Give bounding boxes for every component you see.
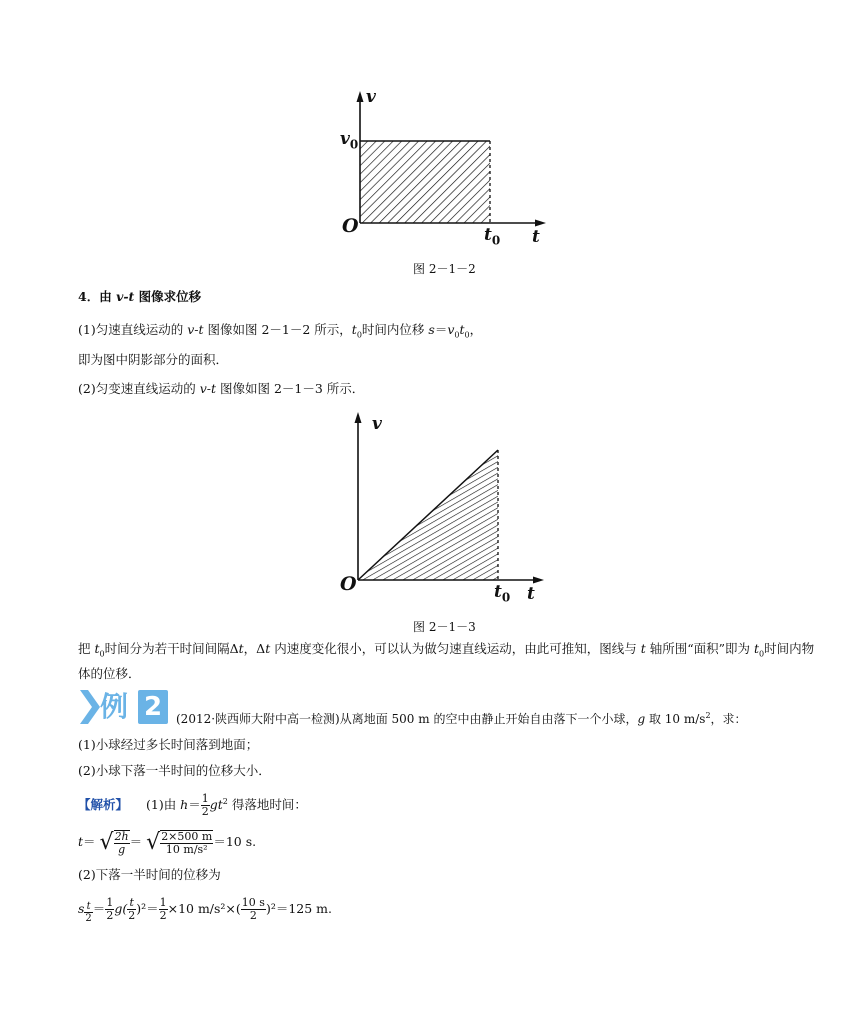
v-axis-label: v (372, 414, 382, 434)
t-axis-label: t (527, 584, 535, 604)
example-char: 例 (100, 690, 129, 723)
section-heading: 4．由 v-t 图像求位移 (78, 289, 202, 304)
figure-2-1-2 (330, 85, 560, 250)
paragraph-accelerated: (2)匀变速直线运动的 v-t 图像如图 2－1－3 所示． (78, 381, 365, 396)
t0-label: $t_0$ (494, 582, 511, 605)
shaded-area (360, 141, 490, 223)
question-1: (1)小球经过多长时间落到地面； (78, 737, 259, 752)
v-axis-arrow (355, 412, 362, 423)
vt-graph-uniform (330, 85, 560, 250)
example-badge (80, 690, 170, 724)
solution-step-2: (2)下落一半时间的位移为 (78, 867, 221, 882)
arrow-icon (80, 690, 100, 724)
solution-formula-displacement: s $\frac{t}{2}$ ＝ $\frac{1}{2}$ g( $\frac{t}{2}$ )²＝ $\frac{1}{2}$ ×10 m/s²×( $\frac{10 s}{2}$ )²＝125 m. (78, 896, 332, 924)
example-problem: (2012·陕西师大附中高一检测)从离地面 500 m 的空中由静止开始自由落下一个小球，g 取 10 $m/s^2$，求： (176, 711, 747, 726)
solution-formula-time: t＝ √ $\frac{2h}{g}$ ＝ √ $\frac{2\times 500 m}{\text{10 m/s²}}$ ＝10 s. (78, 829, 257, 856)
origin-label: O (342, 215, 359, 237)
t-axis-label: t (532, 227, 540, 247)
vt-graph-accelerated (330, 408, 560, 608)
v-axis-arrow (357, 91, 364, 102)
paragraph-uniform-cont: 即为图中阴影部分的面积． (78, 352, 229, 367)
example-number: 2 (138, 690, 168, 724)
t-axis-arrow (535, 220, 546, 227)
figure-2-1-3 (330, 408, 560, 608)
v-axis-label: v (366, 87, 376, 107)
paragraph-explanation: 把 $t_0$时间分为若干时间间隔Δt，Δt 内速度变化很小，可以认为做匀速直线运动，由此可推知，图线与 t 轴所围“面积”即为 $t_0$时间内物 (78, 641, 815, 659)
solution-tag: 【解析】 (78, 797, 129, 812)
origin-label: O (340, 573, 357, 595)
t0-label: $t_0$ (484, 225, 501, 248)
question-2: (2)小球下落一半时间的位移大小． (78, 763, 271, 778)
paragraph-uniform: (1)匀速直线运动的 v-t 图像如图 2－1－2 所示，$t_0$时间内位移 $s=v_0t_0$， (78, 322, 483, 340)
figure-caption: 图 2－1－2 (413, 262, 476, 276)
t-axis-arrow (533, 577, 544, 584)
figure-caption: 图 2－1－3 (413, 620, 476, 634)
v0-label: $v_0$ (340, 129, 359, 152)
solution-step-1: 【解析】 (1)由 h＝ $\frac{1}{2}$ $gt^2$ 得落地时间： (78, 792, 307, 818)
paragraph-explanation-cont: 体的位移． (78, 666, 141, 681)
